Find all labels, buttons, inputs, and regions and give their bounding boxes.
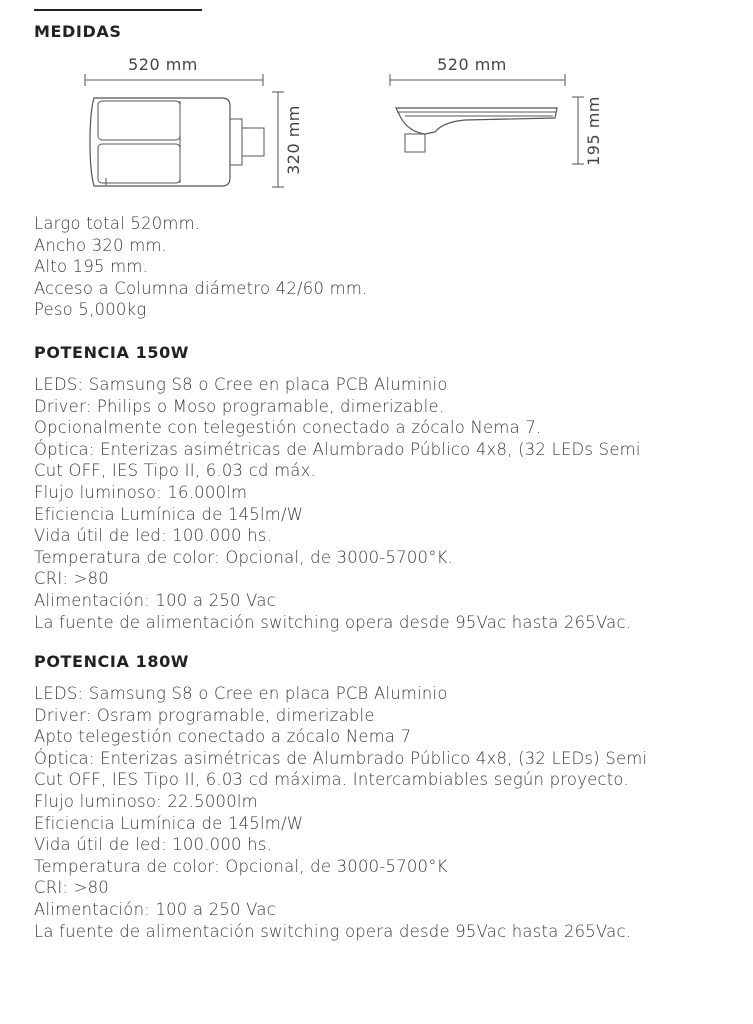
potencia-180-specs xyxy=(34,683,724,942)
spec-line: Flujo luminoso: 22.5000lm xyxy=(34,791,258,811)
side-view-height-label: 195 mm xyxy=(584,96,603,166)
top-view-width-label: 520 mm xyxy=(128,55,198,74)
potencia-150-heading: POTENCIA 150W xyxy=(34,343,190,362)
spec-line: Largo total 520mm. xyxy=(34,214,201,233)
spec-line: CRI: >80 xyxy=(34,569,109,589)
spec-line: Alimentación: 100 a 250 Vac xyxy=(34,590,276,610)
spec-line: Acceso a Columna diámetro 42/60 mm. xyxy=(34,278,368,298)
spec-line: Alimentación: 100 a 250 Vac xyxy=(34,899,276,919)
spec-line: Óptica: Enterizas asimétricas de Alumbrado Público 4x8, (32 LEDs) Semi xyxy=(34,748,648,768)
spec-line: Ancho 320 mm. xyxy=(34,235,168,255)
spec-line: Eficiencia Lumínica de 145lm/W xyxy=(34,504,304,524)
spec-line: Opcionalmente con telegestión conectado a zócalo Nema 7. xyxy=(34,418,542,438)
spec-line: La fuente de alimentación switching opera desde 95Vac hasta 265Vac. xyxy=(34,921,632,941)
spec-line: Eficiencia Lumínica de 145lm/W xyxy=(34,813,304,833)
spec-line: Vida útil de led: 100.000 hs. xyxy=(34,835,273,855)
spec-line: CRI: >80 xyxy=(34,878,109,898)
spec-line: LEDS: Samsung S8 o Cree en placa PCB Aluminio xyxy=(34,375,448,394)
spec-line: Vida útil de led: 100.000 hs. xyxy=(34,526,273,546)
spec-line: Alto 195 mm. xyxy=(34,257,149,277)
spec-line: LEDS: Samsung S8 o Cree en placa PCB Aluminio xyxy=(34,684,448,703)
spec-line: Temperatura de color: Opcional, de 3000-5700°K. xyxy=(34,547,454,567)
potencia-180-heading: POTENCIA 180W xyxy=(34,652,190,671)
spec-line: Peso 5,000kg xyxy=(34,300,147,320)
medidas-specs xyxy=(34,213,724,321)
side-view-drawing xyxy=(385,52,625,192)
top-view-drawing xyxy=(80,52,310,192)
spec-line: Óptica: Enterizas asimétricas de Alumbrado Público 4x8, (32 LEDs Semi xyxy=(34,439,641,459)
potencia-150-specs xyxy=(34,374,724,633)
spec-line: Driver: Osram programable, dimerizable xyxy=(34,705,375,725)
side-view-width-label: 520 mm xyxy=(437,55,507,74)
spec-line: Cut OFF, IES Tipo II, 6.03 cd máx. xyxy=(34,461,316,481)
top-view-height-label: 320 mm xyxy=(284,105,303,175)
spec-line: Apto telegestión conectado a zócalo Nema 7 xyxy=(34,727,412,747)
spec-line: Flujo luminoso: 16.000lm xyxy=(34,482,248,502)
medidas-heading: MEDIDAS xyxy=(34,22,122,41)
spec-line: La fuente de alimentación switching opera desde 95Vac hasta 265Vac. xyxy=(34,612,632,632)
spec-line: Cut OFF, IES Tipo II, 6.03 cd máxima. Intercambiables según proyecto. xyxy=(34,770,629,790)
spec-line: Driver: Philips o Moso programable, dimerizable. xyxy=(34,396,445,416)
spec-line: Temperatura de color: Opcional, de 3000-5700°K xyxy=(34,856,448,876)
top-rule xyxy=(34,9,202,11)
